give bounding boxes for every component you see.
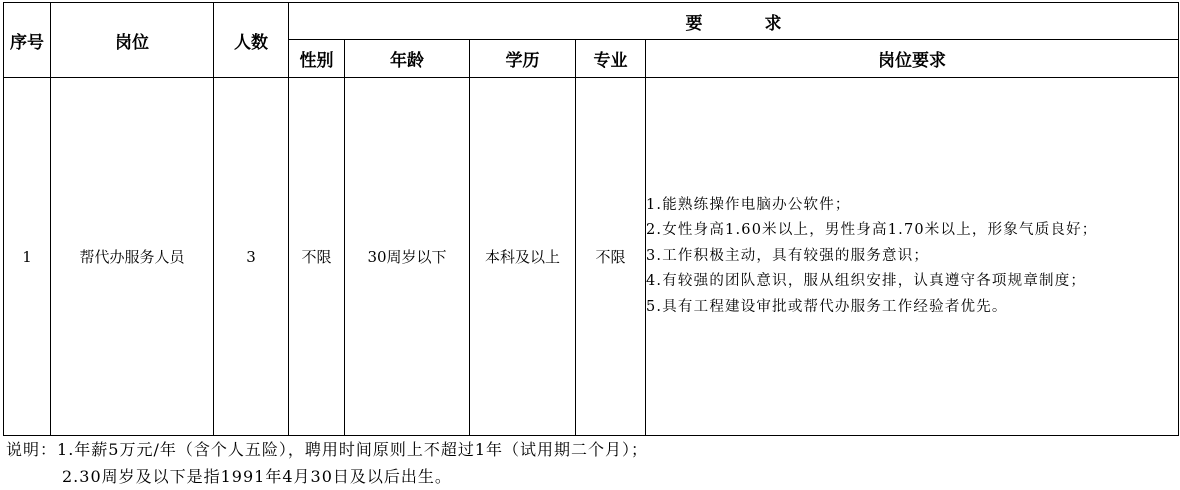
cell-seq: 1	[4, 78, 51, 436]
cell-age: 30周岁以下	[345, 78, 470, 436]
header-seq: 序号	[4, 3, 51, 78]
requirement-item-1: 1.能熟练操作电脑办公软件；	[646, 196, 851, 213]
note-line-2	[6, 463, 648, 490]
cell-position: 帮代办服务人员	[51, 78, 214, 436]
cell-education: 本科及以上	[470, 78, 576, 436]
cell-job-requirements	[646, 78, 1179, 436]
notes-section	[6, 436, 648, 490]
header-age: 年龄	[345, 40, 470, 78]
cell-major: 不限	[576, 78, 646, 436]
cell-count: 3	[214, 78, 289, 436]
note-text-2: 2.30周岁及以下是指1991年4月30日及以后出生。	[62, 467, 452, 486]
requirements-list	[646, 193, 1178, 321]
header-education: 学历	[470, 40, 576, 78]
table-row	[4, 78, 1179, 436]
header-requirements-group: 要 求	[289, 3, 1179, 40]
requirement-item-3: 3.工作积极主动，具有较强的服务意识；	[646, 247, 930, 264]
header-row-1	[4, 3, 1179, 40]
header-gender: 性别	[289, 40, 345, 78]
header-job-requirements: 岗位要求	[646, 40, 1179, 78]
header-count: 人数	[214, 3, 289, 78]
requirement-item-2: 2.女性身高1.60米以上，男性身高1.70米以上，形象气质良好；	[646, 222, 1098, 239]
header-major: 专业	[576, 40, 646, 78]
cell-gender: 不限	[289, 78, 345, 436]
notes-label: 说明：	[6, 440, 58, 459]
note-line-1	[6, 436, 648, 463]
note-text-1: 1.年薪5万元/年（含个人五险），聘用时间原则上不超过1年（试用期二个月）；	[57, 440, 649, 459]
recruitment-table	[3, 2, 1179, 436]
requirement-item-5: 5.具有工程建设审批或帮代办服务工作经验者优先。	[646, 298, 1008, 315]
header-position: 岗位	[51, 3, 214, 78]
requirement-item-4: 4.有较强的团队意识，服从组织安排，认真遵守各项规章制度；	[646, 273, 1087, 290]
